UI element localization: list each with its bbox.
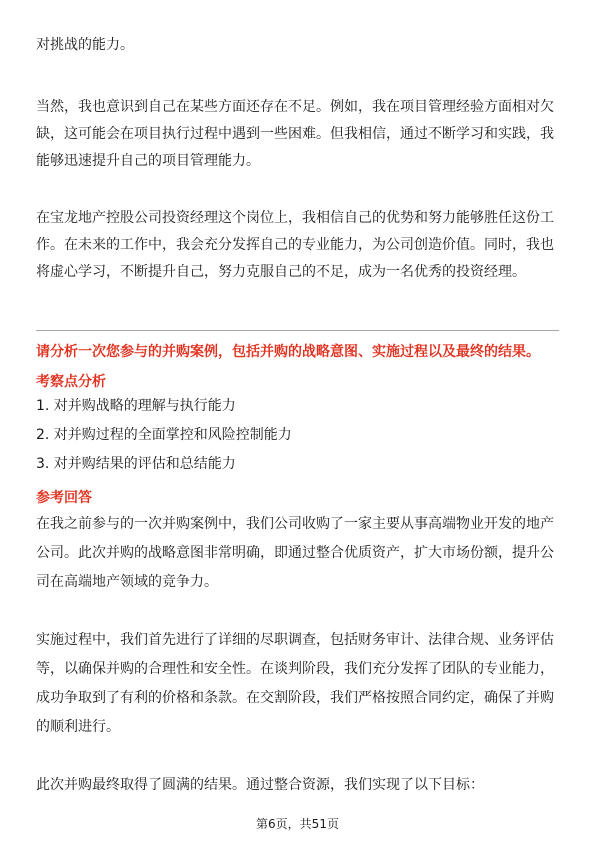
page-number: 第6页，共51页 <box>256 817 339 831</box>
paragraph-weakness: 当然，我也意识到自己在某些方面还存在不足。例如，我在项目管理经验方面相对欠缺，这可能会在项目执行过程中遇到一些困难。但我相信，通过不断学习和实践，我能够迅速提升自己的项目管理能力。 <box>36 99 554 169</box>
assessment-item: 2. 对并购过程的全面掌控和风险控制能力 <box>36 427 292 443</box>
reference-answer-label: 参考回答 <box>36 490 92 506</box>
interview-question: 请分析一次您参与的并购案例，包括并购的战略意图、实施过程以及最终的结果。 <box>36 344 540 360</box>
assessment-item: 1. 对并购战略的理解与执行能力 <box>36 398 236 414</box>
section-divider <box>36 330 559 331</box>
paragraph-conclusion: 在宝龙地产控股公司投资经理这个岗位上，我相信自己的优势和努力能够胜任这份工作。在未来的工作中，我会充分发挥自己的专业能力，为公司创造价值。同时，我也将虚心学习，不断提升自己，努力克服自己的不足，成为一名优秀的投资经理。 <box>36 210 554 280</box>
assessment-list <box>36 394 561 481</box>
paragraph-intro-end: 对挑战的能力。 <box>36 37 134 53</box>
answer-paragraph-process: 实施过程中，我们首先进行了详细的尽职调查，包括财务审计、法律合规、业务评估等，以确保并购的合理性和安全性。在谈判阶段，我们充分发挥了团队的专业能力，成功争取到了有利的价格和条款。在交割阶段，我们严格按照合同约定，确保了并购的顺利进行。 <box>36 632 554 735</box>
answer-paragraph-intent: 在我之前参与的一次并购案例中，我们公司收购了一家主要从事高端物业开发的地产公司。此次并购的战略意图非常明确，即通过整合优质资产，扩大市场份额，提升公司在高端地产领域的竞争力。 <box>36 516 554 590</box>
assessment-item: 3. 对并购结果的评估和总结能力 <box>36 456 236 472</box>
assessment-label: 考察点分析 <box>36 374 106 390</box>
answer-paragraph-result: 此次并购最终取得了圆满的结果。通过整合资源，我们实现了以下目标： <box>36 777 484 793</box>
